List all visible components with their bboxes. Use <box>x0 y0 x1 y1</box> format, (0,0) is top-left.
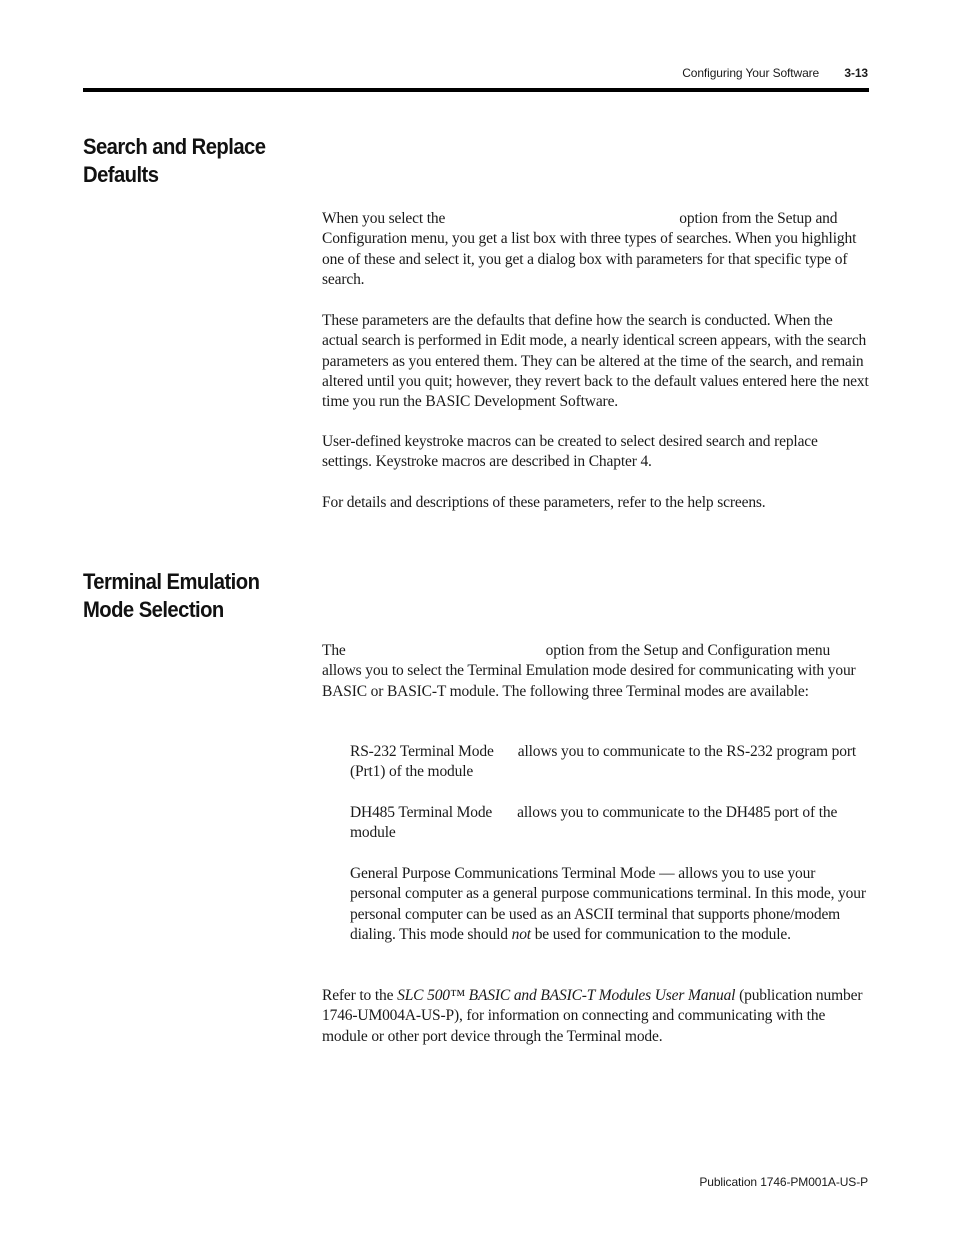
paragraph-text: The <box>322 642 346 659</box>
header-rule <box>83 88 869 92</box>
list-item <box>350 864 870 945</box>
list-item-description: allows you to communicate to the DH485 port of the module <box>350 804 838 842</box>
emphasis: not <box>511 925 531 943</box>
paragraph-text: Refer to the <box>322 987 394 1004</box>
page-number: 3-13 <box>844 66 868 80</box>
list-item-text: be used for communication to the module. <box>534 925 791 943</box>
paragraph <box>322 986 870 1047</box>
header-section-title: Configuring Your Software <box>682 66 820 80</box>
paragraph <box>322 209 870 290</box>
list-item-description: allows you to communicate to the RS-232 program port (Prt1) of the module <box>350 743 857 781</box>
list-item-term: RS-232 Terminal Mode <box>350 743 494 760</box>
running-header <box>682 66 868 80</box>
list-item <box>350 742 870 783</box>
paragraph: These parameters are the defaults that define how the search is conducted. When the actual search is performed in Edit mode, a nearly identical screen appears, with the search parameters as you entered them. They can be altered at the time of the search, and remain altered until you quit; however, they revert back to the default values entered here the next time you run the BASIC Development Software. <box>322 312 869 411</box>
paragraph: User-defined keystroke macros can be created to select desired search and replace settings. Keystroke macros are described in Chapter 4. <box>322 433 818 471</box>
publication-footer: Publication 1746-PM001A-US-P <box>699 1175 868 1189</box>
heading-line: Search and Replace <box>83 134 266 159</box>
paragraph-text: (publication number 1746-UM004A-US-P), for information on connecting and communicating with the module or other port device through the Terminal mode. <box>322 987 863 1045</box>
paragraph: For details and descriptions of these parameters, refer to the help screens. <box>322 494 766 511</box>
heading-line: Terminal Emulation <box>83 569 260 594</box>
list-item <box>350 803 870 844</box>
paragraph <box>322 641 870 702</box>
paragraph-text: When you select the <box>322 210 446 227</box>
section-heading-search-replace <box>83 133 295 189</box>
heading-line: Mode Selection <box>83 597 224 622</box>
list-item-text: General Purpose Communications Terminal Mode — allows you to use your personal computer as a general purpose communications terminal. In this mode, your personal computer can be used as an ASCII terminal that supports phone/modem dialing. This mode should <box>350 865 866 943</box>
paragraph-text: option from the Setup and Configuration menu allows you to select the Terminal Emulation mode desired for communicating with your BASIC or BASIC-T module. The following three Terminal modes are available: <box>322 642 856 700</box>
heading-line: Defaults <box>83 162 159 187</box>
section-heading-terminal-emulation <box>83 568 295 624</box>
paragraph-text: option from the Setup and Configuration menu, you get a list box with three types of searches. When you highlight one of these and select it, you get a dialog box with parameters for that specific type of search. <box>322 210 857 288</box>
manual-title: SLC 500™ BASIC and BASIC-T Modules User Manual <box>397 987 736 1004</box>
list-item-term: DH485 Terminal Mode <box>350 804 493 821</box>
